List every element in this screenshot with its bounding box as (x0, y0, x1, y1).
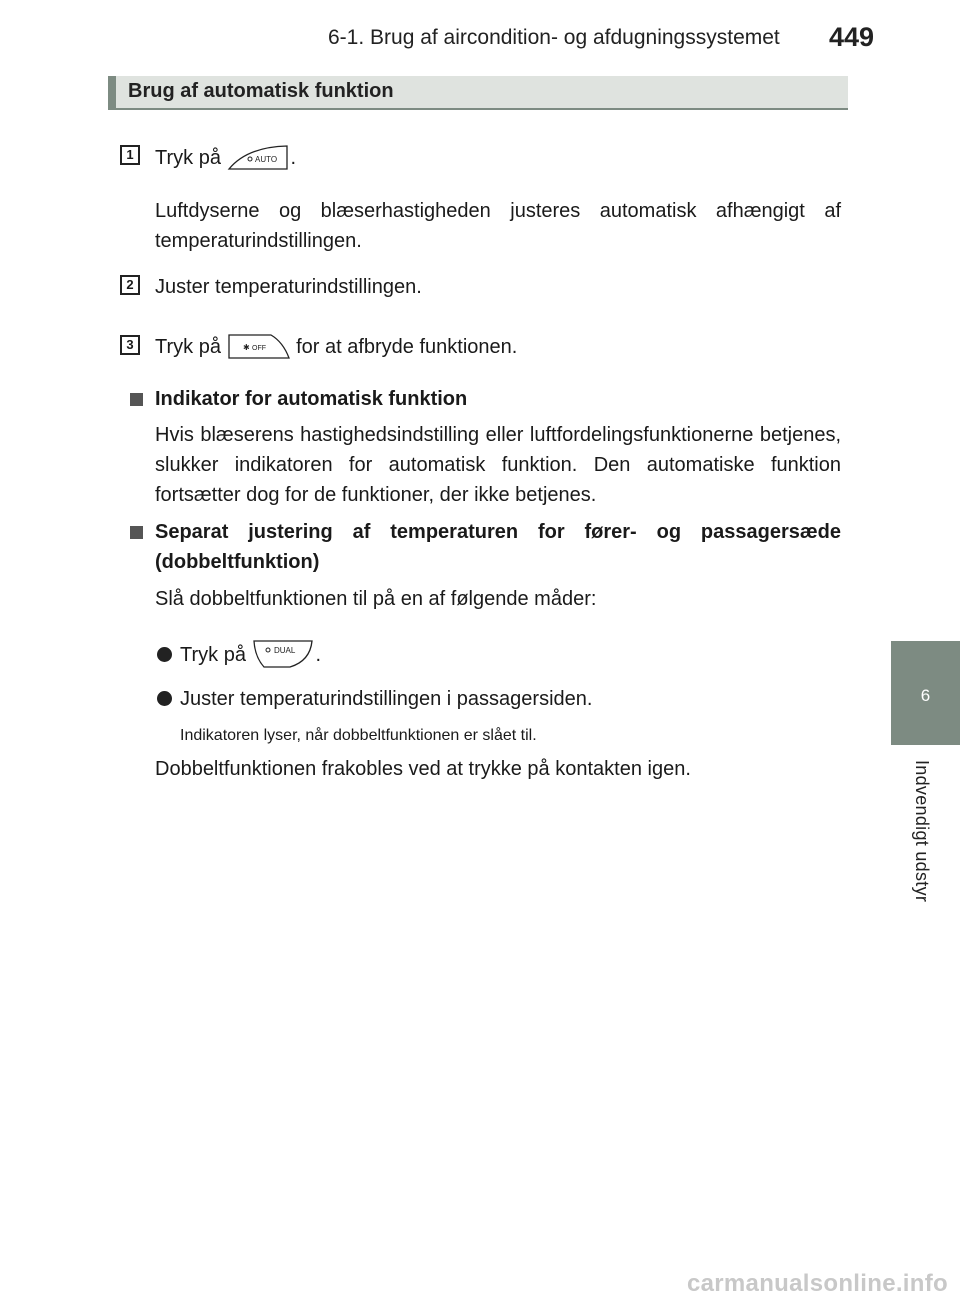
note-2-outro: Dobbeltfunktionen frakobles ved at trykke på kontakten igen. (155, 758, 691, 780)
watermark: carmanualsonline.info (686, 1270, 948, 1297)
step-1-text (155, 143, 296, 173)
note-1-title: Indikator for automatisk funktion (155, 388, 468, 410)
step-number-3: 3 (120, 335, 140, 355)
step-1-description: Luftdyserne og blæserhastigheden justeres automatisk afhængigt af temperaturindstillingen. (155, 200, 841, 252)
auto-button-label: AUTO (254, 154, 277, 164)
chapter-number: 6 (920, 686, 931, 705)
passenger-bullet-dot (157, 691, 172, 706)
note-2-bullet (130, 526, 143, 539)
note-1-bullet (130, 393, 143, 406)
dual-button-icon (252, 639, 316, 669)
note-2-intro: Slå dobbeltfunktionen til på en af følgende måder: (155, 588, 597, 610)
dual-bullet-prefix: Tryk på (180, 644, 246, 666)
step-number-1: 1 (120, 145, 140, 165)
step-number-2: 2 (120, 275, 140, 295)
section-title: Brug af automatisk funktion (128, 80, 394, 102)
step-2-text: Juster temperaturindstillingen. (155, 276, 422, 298)
step-1-prefix: Tryk på (155, 147, 221, 169)
dual-bullet-text (180, 640, 321, 671)
fan-glyph: ✱ (242, 342, 250, 352)
running-header: 6-1. Brug af aircondition- og afdugningssystemet (328, 26, 780, 49)
chapter-label: Indvendigt udstyr (912, 760, 932, 903)
note-1-body: Hvis blæserens hastighedsindstilling eller luftfordelingsfunktionerne betjenes, slukker indikatoren for automatisk funktion. Den automatiske funktion fortsætter dog for de funktioner, der ikke betjenes. (155, 424, 841, 506)
step-3-text (155, 332, 517, 362)
step-3-suffix: for at afbryde funktionen. (296, 336, 518, 358)
off-button-label: OFF (251, 344, 266, 352)
dual-button-label: DUAL (273, 645, 295, 655)
passenger-bullet-text: Juster temperaturindstillingen i passagersiden. (180, 688, 593, 710)
dual-bullet-dot (157, 647, 172, 662)
auto-button-icon (227, 143, 291, 171)
step-3-prefix: Tryk på (155, 336, 221, 358)
dual-bullet-suffix: . (315, 644, 322, 666)
off-button-icon (227, 332, 291, 360)
step-1-suffix: . (290, 147, 297, 169)
note-2-title: Separat justering af temperaturen for fører- og passagersæde (dobbeltfunktion) (155, 521, 841, 573)
page-number: 449 (829, 22, 875, 52)
small-note: Indikatoren lyser, når dobbeltfunktionen er slået til. (180, 727, 537, 744)
